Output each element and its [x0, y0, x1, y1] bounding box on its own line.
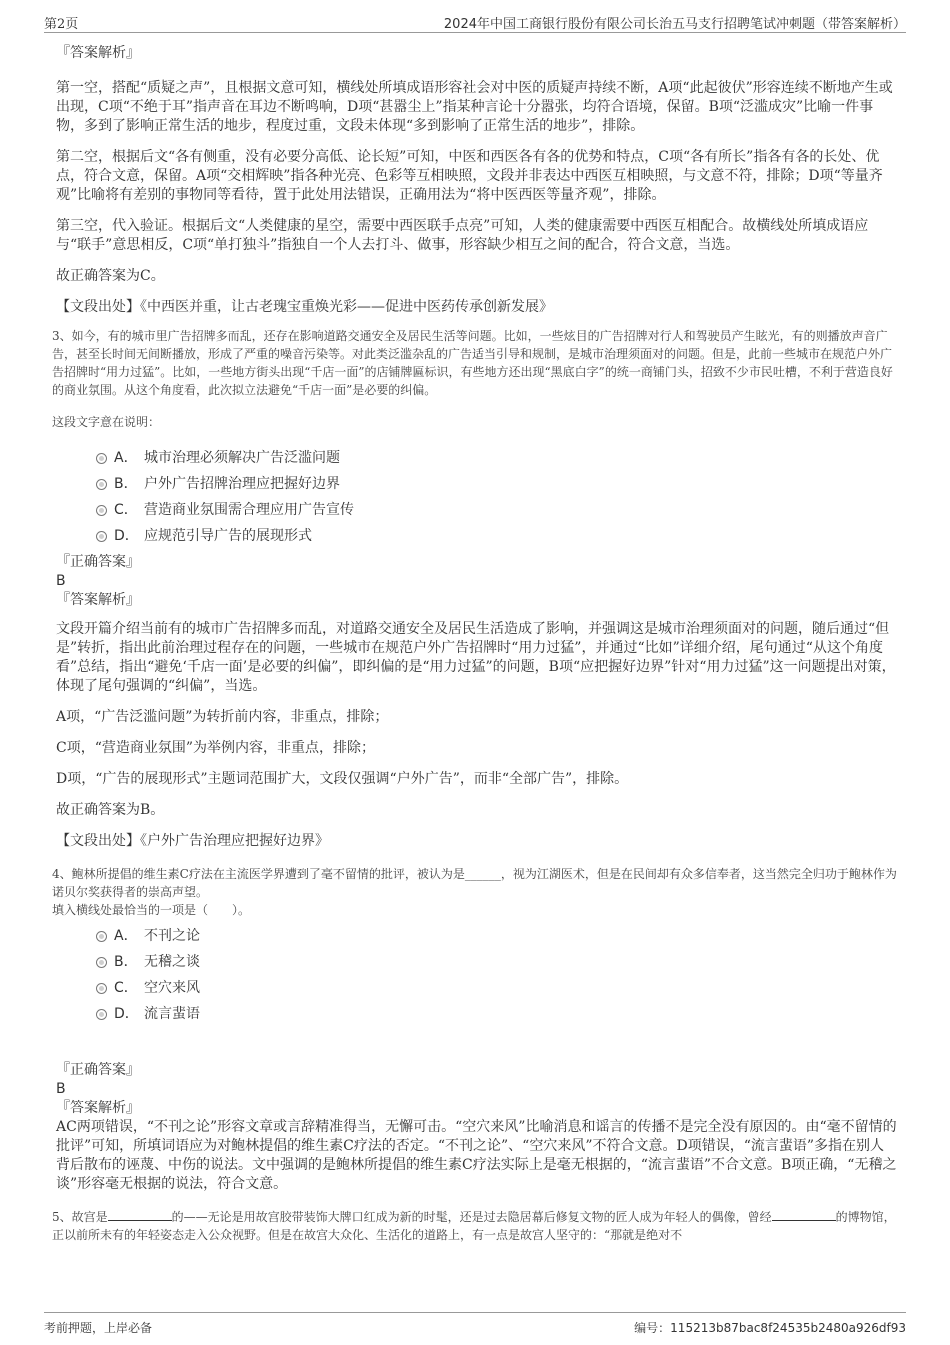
- q3-conclusion: 故正确答案为B。: [56, 802, 165, 818]
- radio-icon[interactable]: [96, 479, 107, 490]
- radio-icon[interactable]: [96, 453, 107, 464]
- q5-blank-1: [108, 1208, 172, 1221]
- q4-options: [56, 923, 898, 1027]
- q4-prompt: 填入横线处最恰当的一项是（ ）。: [52, 903, 251, 917]
- radio-icon[interactable]: [96, 531, 107, 542]
- q4-explain-label: 『答案解析』: [56, 1100, 140, 1116]
- q3-option-c[interactable]: C． 营造商业氛围需合理应用广告宣传: [56, 497, 898, 523]
- q2-conclusion: 故正确答案为C。: [56, 268, 165, 284]
- q3-option-d[interactable]: D． 应规范引导广告的展现形式: [56, 523, 898, 549]
- radio-icon[interactable]: [96, 957, 107, 968]
- footer-slogan: 考前押题，上岸必备: [44, 1321, 153, 1335]
- q4-answer: B: [56, 1081, 66, 1097]
- q2-source: 【文段出处】《中西医并重，让古老瑰宝重焕光彩——促进中医药传承创新发展》: [56, 299, 553, 315]
- q3-explain-para4: D项，“广告的展现形式”主题词范围扩大，文段仅强调“户外广告”，而非“全部广告”，排除。: [56, 771, 629, 787]
- q3-answer: B: [56, 573, 66, 589]
- q4-option-c[interactable]: C． 空穴来风: [56, 975, 898, 1001]
- radio-icon[interactable]: [96, 983, 107, 994]
- q4-answer-label: 『正确答案』: [56, 1062, 140, 1078]
- q4-stem: 4、鲍林所提倡的维生素C疗法在主流医学界遭到了毫不留情的批评，被认为是______，视为江湖医术，但是在民间却有众多信奉者，这当然完全归功于鲍林作为诺贝尔奖获得者的崇高声望。: [52, 867, 897, 899]
- document-code: 编号：115213b87bac8f24535b2480a926df93: [634, 1321, 906, 1335]
- document-title: 2024年中国工商银行股份有限公司长治五马支行招聘笔试冲刺题（带答案解析）: [443, 17, 906, 32]
- q2-explain-para2: 第二空，根据后文“各有侧重，没有必要分高低、论长短”可知，中医和西医各有各的优势和特点，C项“各有所长”指各有各的长处、优点，符合文意，保留。A项“交相辉映”指各种光亮、色彩等互相映照，文段并非表达中西医互相映照，与文意不符，排除；D项“等量齐观”比喻将有差别的事物同等看待，置于此处用法错误，正确用法为“将中医西医等量齐观”，排除。: [56, 149, 883, 203]
- q3-explain-para3: C项，“营造商业氛围”为举例内容，非重点，排除；: [56, 740, 376, 756]
- q4-option-b[interactable]: B． 无稽之谈: [56, 949, 898, 975]
- q3-prompt: 这段文字意在说明：: [52, 415, 161, 429]
- radio-icon[interactable]: [96, 505, 107, 516]
- q2-explain-para3: 第三空，代入验证。根据后文“人类健康的星空，需要中西医联手点亮”可知，人类的健康需要中西医互相配合。故横线处所填成语应与“联手”意思相反，C项“单打独斗”指独自一个人去打斗、做事，形容缺少相互之间的配合，符合文意，当选。: [56, 218, 869, 253]
- q2-explain-para1: 第一空，搭配“质疑之声”，且根据文意可知，横线处所填成语形容社会对中医的质疑声持续不断，A项“此起彼伏”形容连续不断地产生或出现，C项“不绝于耳”指声音在耳边不断鸣响，D项“甚嚣尘上”指某种言论十分嚣张，均符合语境，保留。B项“泛滥成灾”比喻一件事物，多到了影响正常生活的地步，程度过重，文段未体现“多到影响了正常生活的地步”，排除。: [56, 80, 893, 134]
- q3-explain-para1: 文段开篇介绍当前有的城市广告招牌多而乱，对道路交通安全及居民生活造成了影响，并强调这是城市治理须面对的问题，随后通过“但是”转折，指出此前治理过程存在的问题，一些城市在规范户外广告招牌时“用力过猛”，并通过“比如”详细介绍，尾句通过“从这个角度看”总结，指出“避免‘千店一面’是必要的纠偏”，即纠偏的是“用力过猛”的问题，B项“应把握好边界”针对“用力过猛”这一问题提出对策，体现了尾句强调的“纠偏”，当选。: [56, 621, 896, 694]
- q4-option-d[interactable]: D． 流言蜚语: [56, 1001, 898, 1027]
- page-footer: [44, 1312, 906, 1333]
- q4-option-a[interactable]: A． 不刊之论: [56, 923, 898, 949]
- q3-answer-label: 『正确答案』: [56, 554, 140, 570]
- q3-option-b[interactable]: B． 户外广告招牌治理应把握好边界: [56, 471, 898, 497]
- page-content: [52, 42, 898, 1244]
- page-header: [44, 10, 906, 33]
- q3-source: 【文段出处】《户外广告治理应把握好边界》: [56, 833, 329, 849]
- q2-explain-label: 『答案解析』: [56, 45, 140, 61]
- q3-stem: 3、如今，有的城市里广告招牌多而乱，还存在影响道路交通安全及居民生活等问题。比如，一些炫目的广告招牌对行人和驾驶员产生眩光，有的则播放声音广告，甚至长时间无间断播放，形成了严重的噪音污染等。对此类泛滥杂乱的广告适当引导和规制，是城市治理须面对的问题。但是，此前一些城市在规范户外广告招牌时“用力过猛”。比如，一些地方街头出现“千店一面”的店铺牌匾标识，有些地方还出现“黑底白字”的统一商铺门头，招致不少市民吐槽，不利于营造良好的商业氛围。从这个角度看，此次拟立法避免“千店一面”是必要的纠偏。: [52, 329, 893, 397]
- q5-stem: 5、故宫是 的——无论是用故宫胶带装饰大牌口红成为新的时髦，还是过去隐居幕后修复文物的匠人成为年轻人的偶像，曾经 的博物馆，正以前所未有的年轻姿态走入公众视野。但是在故宫大众化、生活化的道路上，有一点是故宫人坚守的：“那就是绝对不: [52, 1210, 896, 1242]
- q3-explain-para2: A项，“广告泛滥问题”为转折前内容，非重点，排除；: [56, 709, 389, 725]
- radio-icon[interactable]: [96, 931, 107, 942]
- page-number: 第2页: [44, 17, 79, 32]
- radio-icon[interactable]: [96, 1009, 107, 1020]
- q4-blank: ______: [464, 867, 501, 881]
- q3-option-a[interactable]: A． 城市治理必须解决广告泛滥问题: [56, 445, 898, 471]
- q5-blank-2: [772, 1208, 836, 1221]
- q3-options: [56, 445, 898, 549]
- q4-explain-para1: AC两项错误，“不刊之论”形容文章或言辞精准得当，无懈可击。“空穴来风”比喻消息和谣言的传播不是完全没有原因的。由“毫不留情的批评”可知，所填词语应为对鲍林提倡的维生素C疗法的否定。“不刊之论”、“空穴来风”不符合文意。D项错误，“流言蜚语”多指在别人背后散布的诬蔑、中伤的说法。文中强调的是鲍林所提倡的维生素C疗法实际上是毫无根据的，“流言蜚语”不合文意。B项正确，“无稽之谈”形容毫无根据的说法，符合文意。: [56, 1119, 897, 1192]
- q3-explain-label: 『答案解析』: [56, 592, 140, 608]
